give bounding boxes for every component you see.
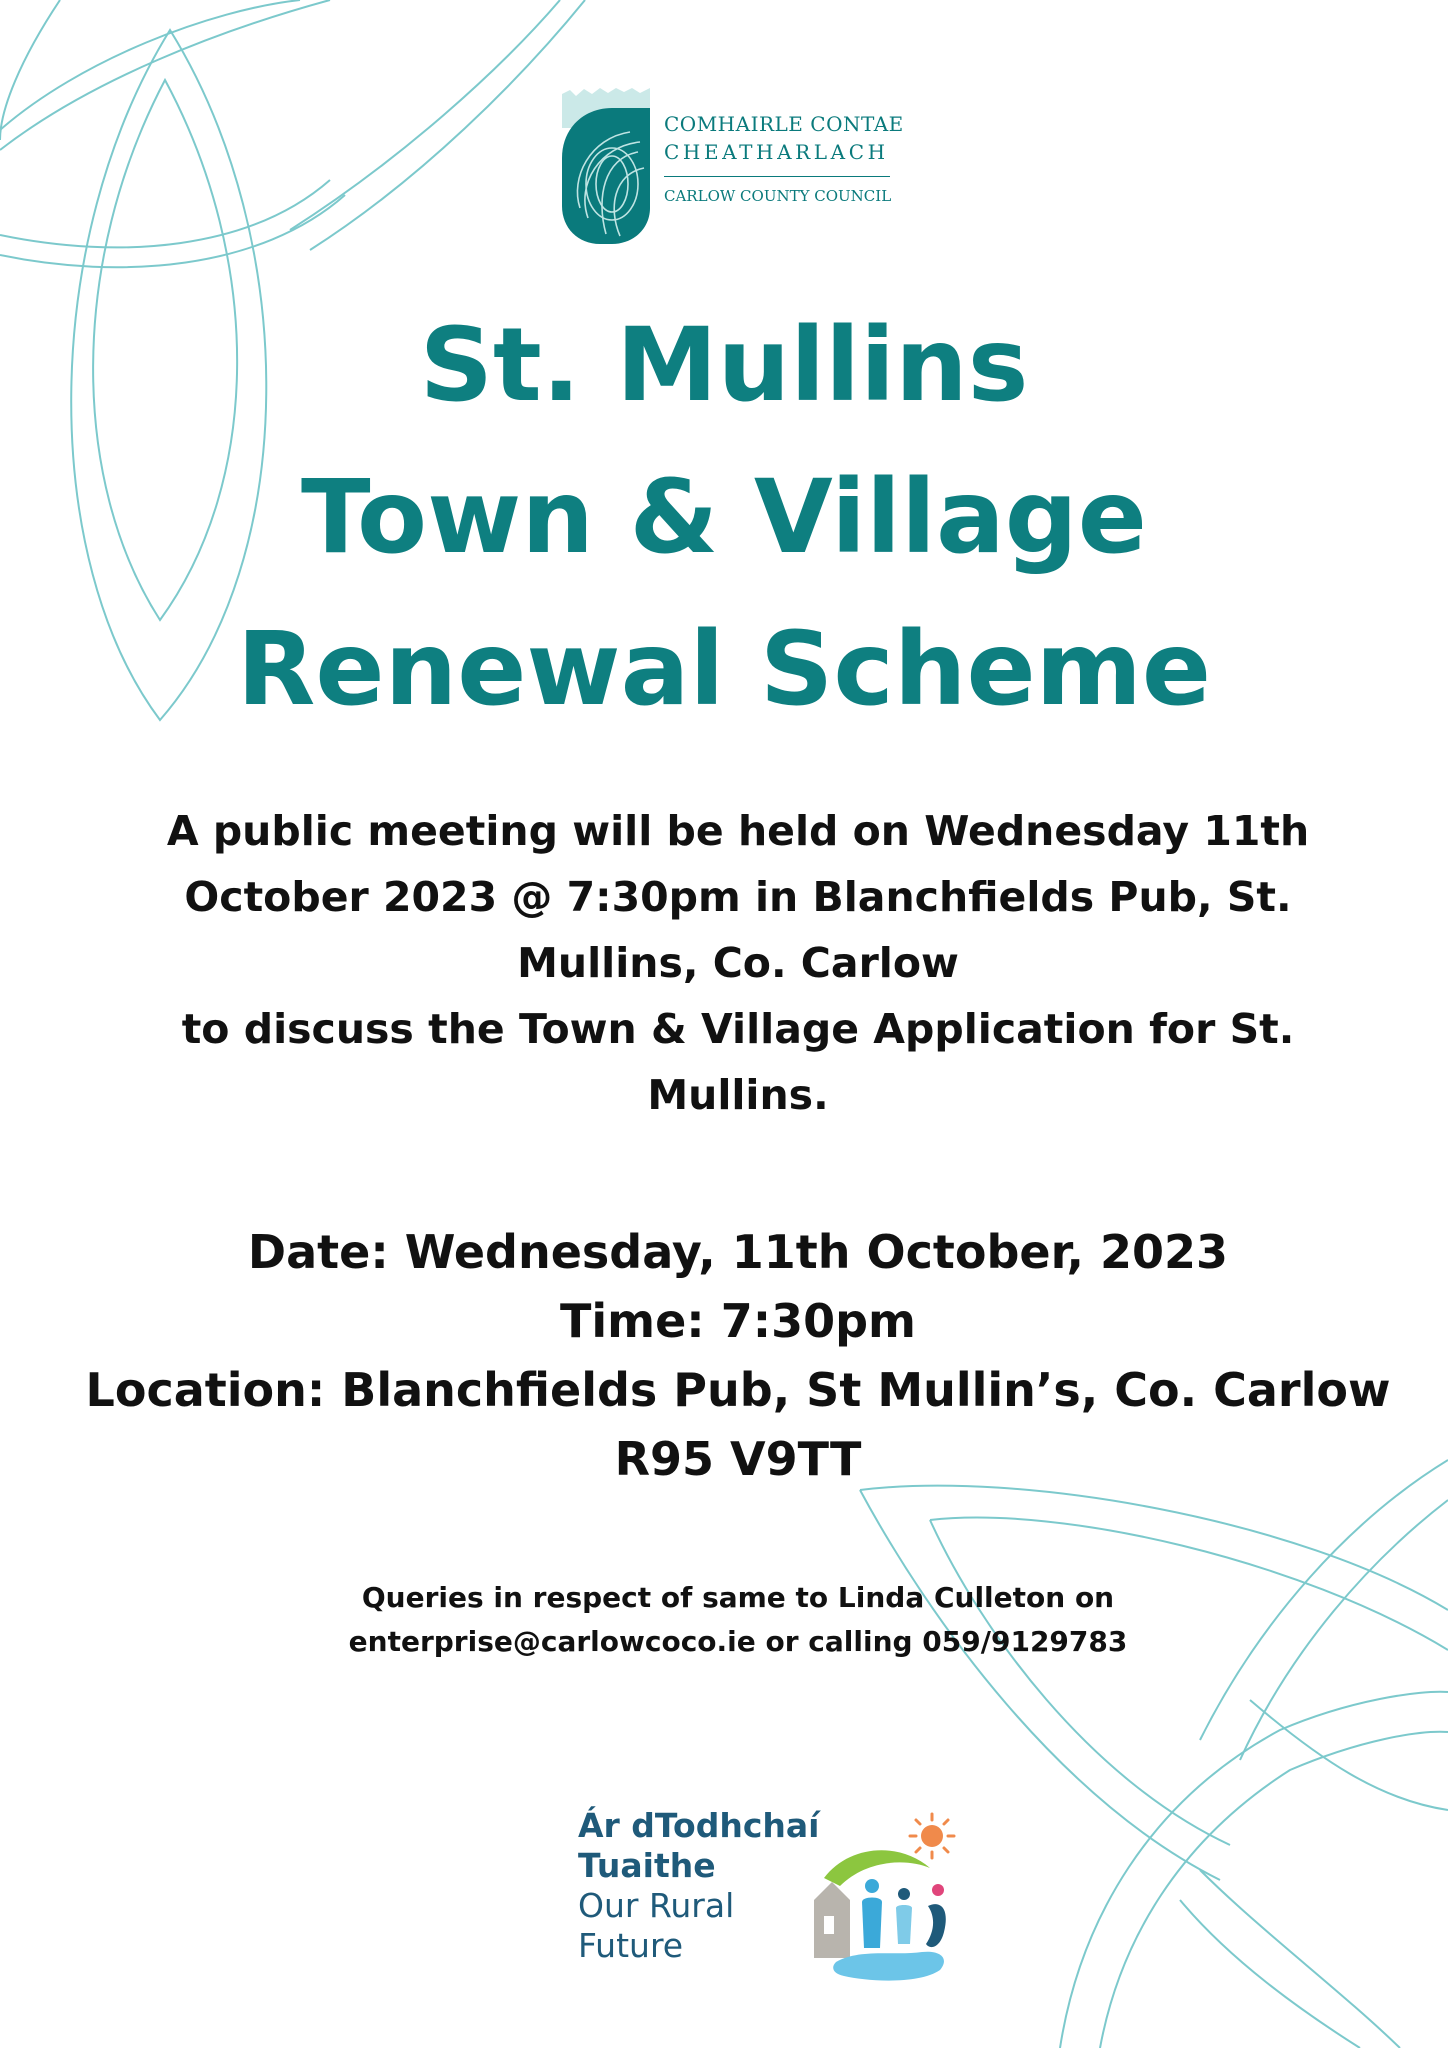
meeting-time: Time: 7:30pm — [560, 1294, 916, 1348]
council-name-irish-line2: CHEATHARLACH — [664, 140, 889, 164]
our-rural-future-logo — [578, 1806, 978, 1986]
meeting-date: Date: Wednesday, 11th October, 2023 — [247, 1225, 1229, 1279]
title-line-1: St. Mullins — [419, 306, 1029, 425]
meeting-eircode: R95 V9TT — [614, 1432, 862, 1486]
logo-irish-line2: Tuaithe — [578, 1846, 716, 1885]
meeting-location: Location: Blanchfields Pub, St Mullin’s, Co. Carlow — [85, 1363, 1391, 1417]
page-title — [0, 290, 1448, 746]
contact-line-2: enterprise@carlowcoco.ie or calling 059/9129783 — [348, 1625, 1128, 1658]
rural-community-icon — [810, 1808, 962, 1984]
meeting-details — [60, 1218, 1416, 1494]
council-name-english: CARLOW COUNTY COUNCIL — [664, 187, 892, 205]
title-line-2: Town & Village — [301, 458, 1147, 577]
announcement-paragraph-2: to discuss the Town & Village Application for St. Mullins. — [181, 1005, 1295, 1119]
logo-irish-line1: Ár dTodhchaí — [578, 1806, 820, 1845]
meeting-announcement — [100, 798, 1376, 1128]
contact-line-1: Queries in respect of same to Linda Culleton on — [361, 1581, 1115, 1614]
council-name-irish-line1: COMHAIRLE CONTAE — [664, 112, 904, 136]
logo-divider — [664, 176, 890, 177]
council-emblem-icon — [560, 88, 652, 248]
council-logo — [560, 88, 904, 248]
logo-english-line1: Our Rural — [578, 1886, 735, 1925]
announcement-paragraph-1: A public meeting will be held on Wednesday 11th October 2023 @ 7:30pm in Blanchfields Pub, St. Mullins, Co. Carlow — [166, 807, 1310, 987]
title-line-3: Renewal Scheme — [236, 610, 1212, 729]
contact-info — [200, 1576, 1276, 1664]
logo-english-line2: Future — [578, 1926, 684, 1965]
